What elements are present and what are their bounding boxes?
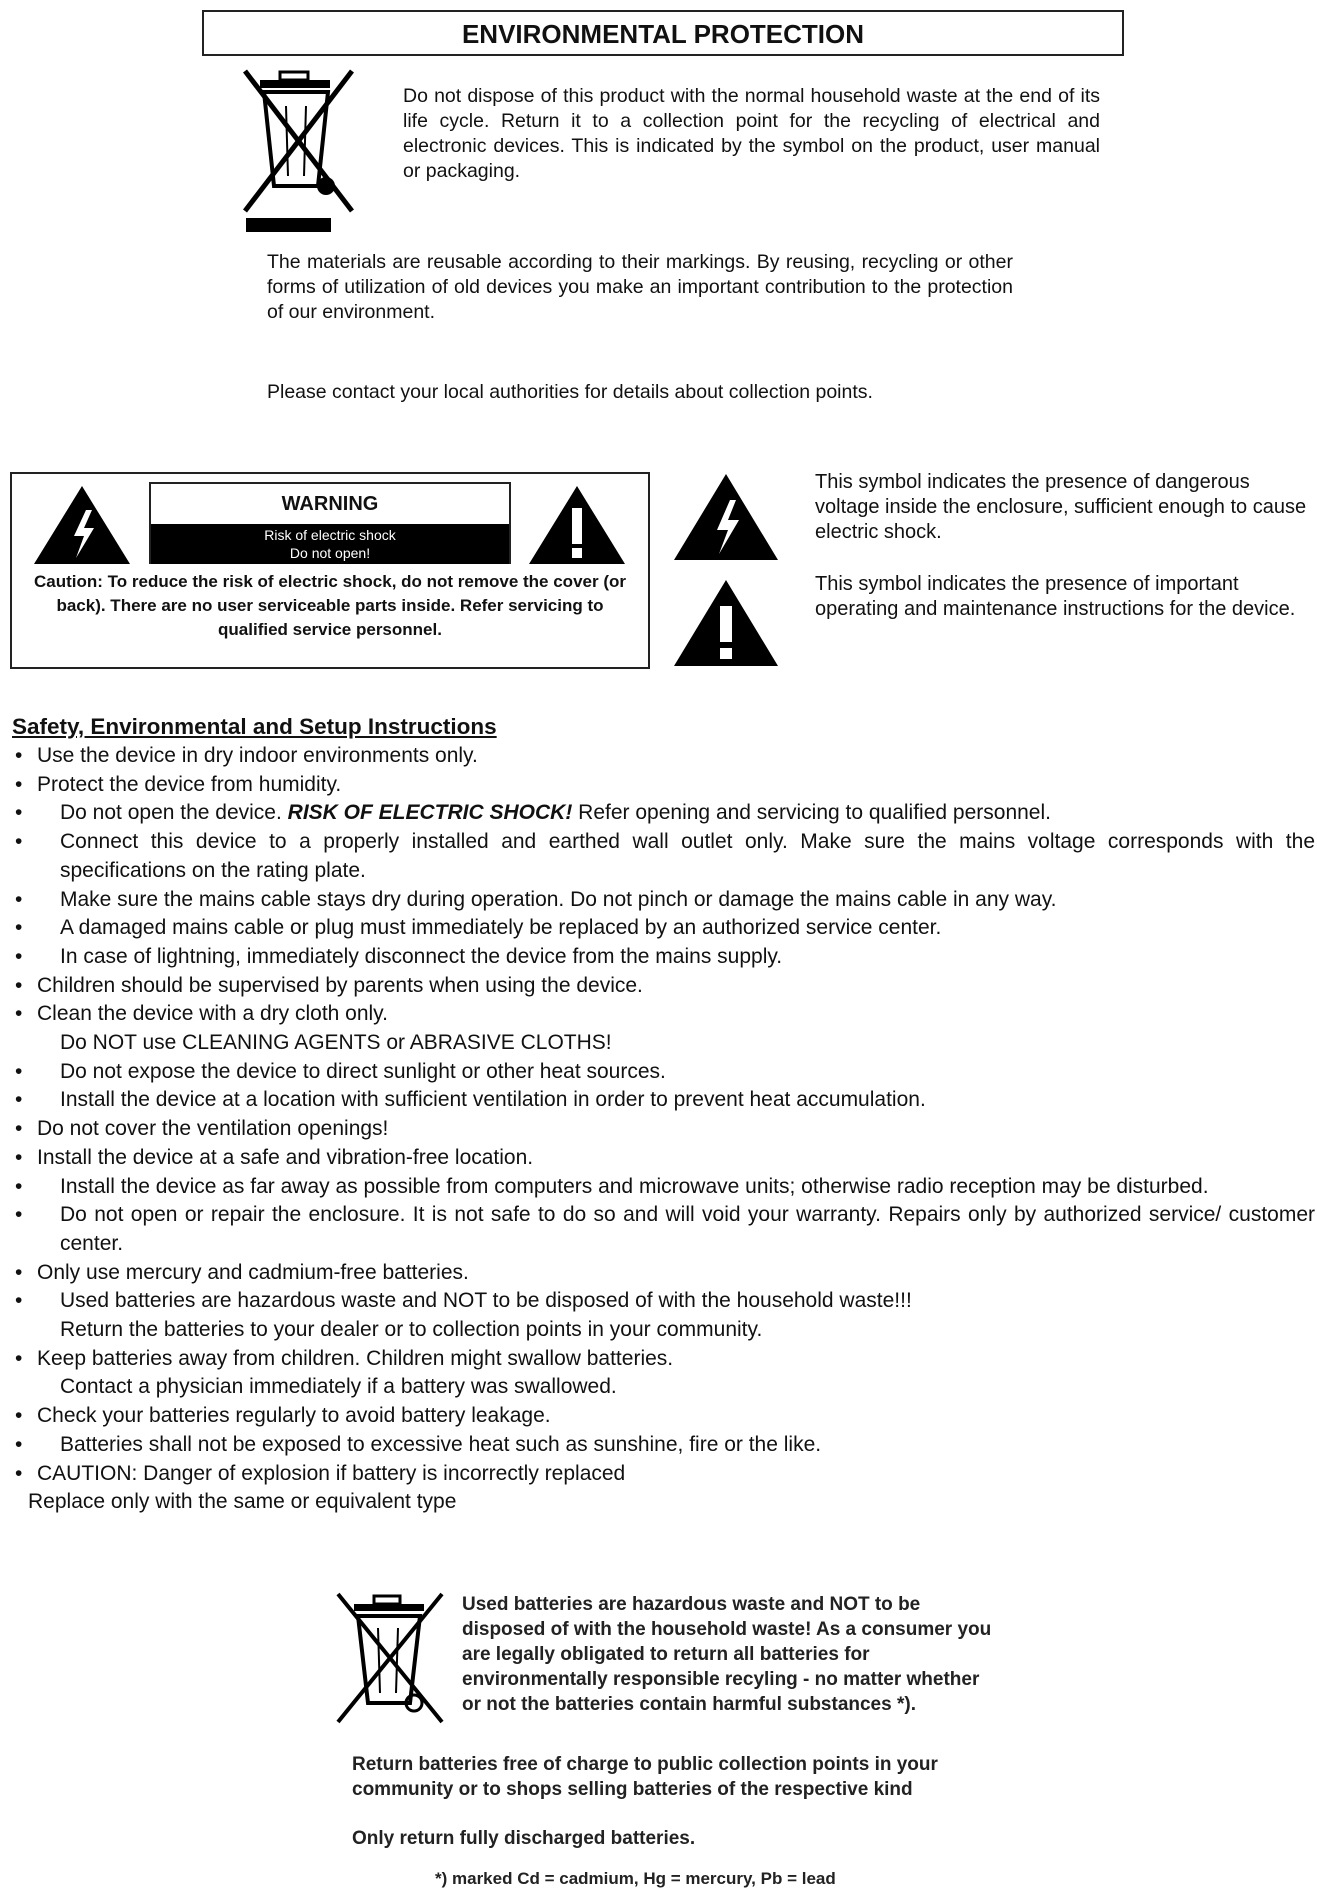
- warning-line-1: Risk of electric shock: [264, 527, 396, 543]
- safety-section-title: Safety, Environmental and Setup Instructions: [12, 714, 497, 739]
- env-paragraph-3: Please contact your local authorities for details about collection points.: [267, 381, 873, 403]
- list-item: • Do not cover the ventilation openings!: [15, 1117, 389, 1141]
- list-item: • Make sure the mains cable stays dry during operation. Do not pinch or damage the mains cable in any way.: [15, 887, 1057, 911]
- exclamation-warning-icon: [527, 484, 627, 566]
- list-item: • CAUTION: Danger of explosion if battery is incorrectly replaced: [15, 1461, 626, 1485]
- batteries-paragraph-2: Return batteries free of charge to public collection points in your community or to shops selling batteries of the respective kind: [352, 1754, 938, 1800]
- list-item: • In case of lightning, immediately disconnect the device from the mains supply.: [15, 944, 783, 968]
- safety-instructions-list: [10, 742, 1315, 1517]
- voltage-symbol-description: This symbol indicates the presence of dangerous voltage inside the enclosure, sufficient enough to cause electric shock.: [815, 471, 1307, 543]
- list-item: • A damaged mains cable or plug must immediately be replaced by an authorized service center.: [15, 916, 942, 940]
- list-item: Return the batteries to your dealer or to collection points in your community.: [60, 1318, 763, 1342]
- list-item: • Protect the device from humidity.: [15, 772, 342, 796]
- exclamation-symbol-icon: [672, 578, 780, 668]
- batteries-paragraph-3: Only return fully discharged batteries.: [352, 1828, 696, 1849]
- list-item: • Children should be supervised by parents when using the device.: [15, 973, 643, 997]
- list-item: • Used batteries are hazardous waste and NOT to be disposed of with the household waste!!!: [15, 1289, 912, 1313]
- list-item: Contact a physician immediately if a battery was swallowed.: [60, 1375, 617, 1399]
- env-paragraph-1: Do not dispose of this product with the normal household waste at the end of its life cycle. Return it to a collection point for the recycling of electrical and electronic devices. This is indicated by the symbol on the product, user manual or packaging.: [403, 85, 1100, 182]
- list-item: • Do not open the device. RISK OF ELECTRIC SHOCK! Refer opening and servicing to qualified personnel.: [15, 801, 1051, 825]
- lightning-symbol-icon: [672, 472, 780, 562]
- batteries-footnote: *) marked Cd = cadmium, Hg = mercury, Pb = lead: [435, 1869, 836, 1888]
- list-item: • Connect this device to a properly installed and earthed wall outlet only. Make sure the mains voltage corresponds with the specifications on the rating plate.: [15, 830, 1315, 882]
- list-item: • Do not expose the device to direct sunlight or other heat sources.: [15, 1059, 666, 1083]
- list-item: Replace only with the same or equivalent type: [28, 1490, 457, 1514]
- battery-weee-bin-icon: [330, 1588, 450, 1728]
- warning-sign: [149, 482, 511, 564]
- list-item: • Check your batteries regularly to avoid battery leakage.: [15, 1404, 551, 1428]
- warning-label-box: [10, 472, 650, 669]
- batteries-paragraph-1: Used batteries are hazardous waste and NOT to be disposed of with the household waste! As a consumer you are legally obligated to return all batteries for environmentally responsible recyling - no matter whether or not the batteries contain harmful substances *).: [462, 1594, 992, 1715]
- instructions-symbol-description: This symbol indicates the presence of important operating and maintenance instructions for the device.: [815, 573, 1296, 620]
- list-item: • Batteries shall not be exposed to excessive heat such as sunshine, fire or the like.: [15, 1432, 822, 1456]
- list-item: • Do not open or repair the enclosure. It is not safe to do so and will void your warranty. Repairs only by authorized service/ customer center.: [15, 1203, 1315, 1255]
- warning-title: WARNING: [281, 493, 379, 515]
- warning-line-2: Do not open!: [289, 545, 371, 561]
- env-paragraph-2: The materials are reusable according to their markings. By reusing, recycling or other forms of utilization of old devices you make an important contribution to the protection of our environment.: [267, 251, 1013, 323]
- list-item: • Install the device at a safe and vibration-free location.: [15, 1145, 534, 1169]
- list-item: • Install the device at a location with sufficient ventilation in order to prevent heat accumulation.: [15, 1088, 926, 1112]
- list-item: • Only use mercury and cadmium-free batteries.: [15, 1260, 469, 1284]
- list-item: • Clean the device with a dry cloth only.: [15, 1002, 388, 1026]
- list-item: • Keep batteries away from children. Children might swallow batteries.: [15, 1346, 674, 1370]
- warning-caution-text: Caution: To reduce the risk of electric shock, do not remove the cover (or back). There are no user serviceable parts inside. Refer servicing to qualified service personnel.: [34, 572, 626, 639]
- list-item: • Use the device in dry indoor environments only.: [15, 744, 478, 767]
- list-item: Do NOT use CLEANING AGENTS or ABRASIVE CLOTHS!: [60, 1031, 612, 1055]
- warning-subtext: [151, 524, 509, 564]
- list-item: • Install the device as far away as possible from computers and microwave units; otherwise radio reception may be disturbed.: [15, 1174, 1209, 1198]
- weee-crossed-bin-icon: [240, 66, 360, 236]
- lightning-warning-icon: [32, 484, 132, 566]
- page-title: ENVIRONMENTAL PROTECTION: [202, 10, 1124, 56]
